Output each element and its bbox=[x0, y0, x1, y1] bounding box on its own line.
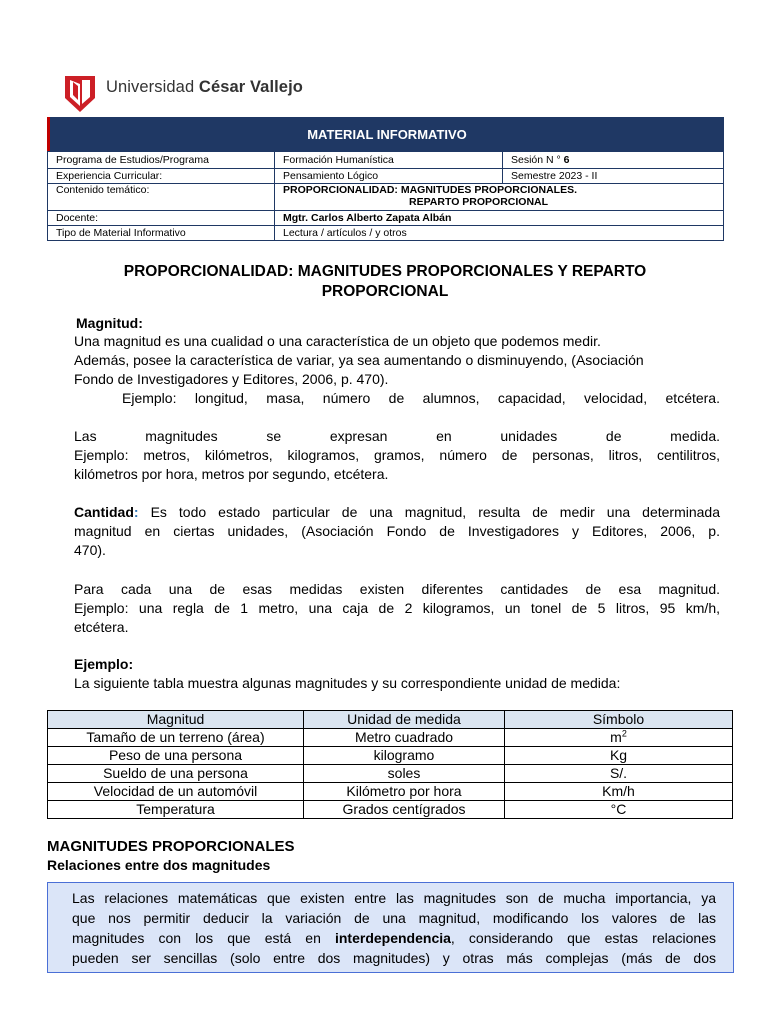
university-name: Universidad César Vallejo bbox=[106, 78, 303, 96]
magnitudes-table bbox=[47, 710, 733, 819]
table-cell: °C bbox=[505, 801, 733, 819]
info-value: Pensamiento Lógico bbox=[275, 169, 503, 183]
session-cell: Sesión N ° 6 bbox=[511, 154, 570, 166]
table-cell: Kilómetro por hora bbox=[304, 783, 505, 801]
table-header: Unidad de medida bbox=[304, 711, 505, 729]
table-cell: Km/h bbox=[505, 783, 733, 801]
info-value: Formación Humanística bbox=[275, 152, 503, 168]
table-cell: soles bbox=[304, 765, 505, 783]
table-row bbox=[48, 747, 733, 765]
info-table-title: MATERIAL INFORMATIVO bbox=[47, 117, 724, 151]
table-header: Magnitud bbox=[48, 711, 304, 729]
unidades-paragraph: Las magnitudes se expresan en unidades de medida. Ejemplo: metros, kilómetros, kilogramos, gramos, número de personas, litros, centilitros, kilómetros por hora, metros por segundo, etcétera. bbox=[74, 428, 720, 482]
table-header-row bbox=[48, 711, 733, 729]
table-cell: Velocidad de un automóvil bbox=[48, 783, 304, 801]
info-row-programa bbox=[48, 151, 723, 168]
info-table bbox=[47, 117, 724, 241]
medidas-paragraph: Para cada una de esas medidas existen diferentes cantidades de esa magnitud. Ejemplo: una regla de 1 metro, una caja de 2 kilogramos, un tonel de 5 litros, 95 km/h, etcétera. bbox=[74, 581, 720, 635]
info-label: Tipo de Material Informativo bbox=[48, 226, 275, 240]
info-label: Programa de Estudios/Programa bbox=[48, 152, 275, 168]
info-label: Contenido temático: bbox=[48, 184, 275, 210]
info-label: Experiencia Curricular: bbox=[48, 169, 275, 183]
ejemplo-text: La siguiente tabla muestra algunas magnitudes y su correspondiente unidad de medida: bbox=[74, 675, 621, 691]
info-row-experiencia bbox=[48, 168, 723, 183]
magnitud-definition: Una magnitud es una cualidad o una característica de un objeto que podemos medir. Además, posee la característica de variar, ya sea aumentando o disminuyendo, (Asociación Fondo de Investigadores y Editores, 2006, p. 470). bbox=[74, 333, 644, 387]
table-row bbox=[48, 783, 733, 801]
info-row-docente bbox=[48, 210, 723, 225]
table-cell: Peso de una persona bbox=[48, 747, 304, 765]
section-subtitle: Relaciones entre dos magnitudes bbox=[47, 857, 271, 873]
magnitud-example: Ejemplo: longitud, masa, número de alumnos, capacidad, velocidad, etcétera. bbox=[122, 390, 720, 406]
table-row bbox=[48, 729, 733, 747]
info-value: Lectura / artículos / y otros bbox=[283, 227, 407, 239]
table-row bbox=[48, 801, 733, 819]
table-cell: Tamaño de un terreno (área) bbox=[48, 729, 304, 747]
highlight-box bbox=[47, 882, 734, 973]
document-title: PROPORCIONALIDAD: MAGNITUDES PROPORCIONALES Y REPARTO PROPORCIONAL bbox=[123, 263, 647, 300]
semester-cell: Semestre 2023 - II bbox=[511, 170, 598, 182]
table-row bbox=[48, 765, 733, 783]
table-header: Símbolo bbox=[505, 711, 733, 729]
university-logo-icon bbox=[65, 76, 95, 112]
info-row-tipo bbox=[48, 225, 723, 240]
magnitud-heading: Magnitud: bbox=[76, 315, 143, 331]
info-value: Mgtr. Carlos Alberto Zapata Albán bbox=[283, 212, 452, 224]
cantidad-paragraph: Cantidad: Es todo estado particular de una magnitud, resulta de medir una determinada magnitud en ciertas unidades, (Asociación Fondo de Investigadores y Editores, 2006, p. 470). bbox=[74, 504, 720, 558]
ejemplo-heading: Ejemplo: bbox=[74, 656, 134, 672]
table-cell: Metro cuadrado bbox=[304, 729, 505, 747]
highlight-text: Las relaciones matemáticas que existen entre las magnitudes son de mucha importancia, ya que nos permitir deducir la variación de una magnitud, modificando los valores de las magnitudes con los que está en interdependencia, considerando que estas relaciones pueden ser sencillas (solo entre dos magnitudes) y otras más complejas (más de dos bbox=[72, 890, 716, 966]
table-cell: Kg bbox=[505, 747, 733, 765]
table-cell: Grados centígrados bbox=[304, 801, 505, 819]
table-cell: Sueldo de una persona bbox=[48, 765, 304, 783]
table-cell: kilogramo bbox=[304, 747, 505, 765]
section-title: MAGNITUDES PROPORCIONALES bbox=[47, 838, 295, 855]
info-row-contenido bbox=[48, 183, 723, 210]
table-cell: S/. bbox=[505, 765, 733, 783]
info-label: Docente: bbox=[48, 211, 275, 225]
table-cell: Temperatura bbox=[48, 801, 304, 819]
info-value: PROPORCIONALIDAD: MAGNITUDES PROPORCIONALES. REPARTO PROPORCIONAL bbox=[283, 184, 578, 208]
table-cell: $m^2$ bbox=[505, 729, 733, 747]
